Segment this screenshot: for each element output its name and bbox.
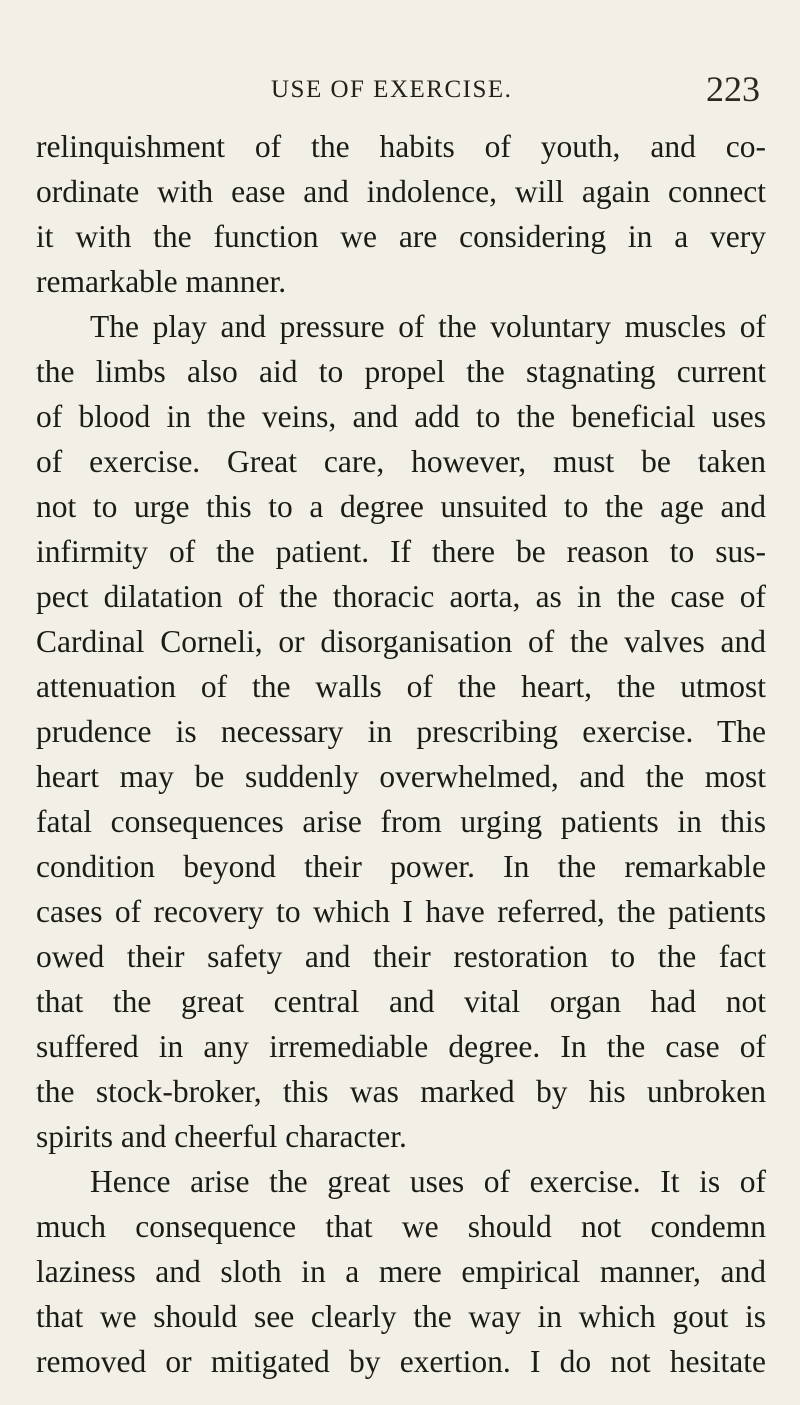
text-line: much consequence that we should not condemn <box>36 1209 766 1244</box>
text-line: not to urge this to a degree unsuited to the age and <box>36 489 766 524</box>
text-line: remarkable manner. <box>36 264 287 299</box>
text-line: attenuation of the walls of the heart, the utmost <box>36 669 766 704</box>
text-line: heart may be suddenly overwhelmed, and the most <box>36 759 766 794</box>
text-line: spirits and cheerful character. <box>36 1119 407 1154</box>
text-line: Hence arise the great uses of exercise. It is of <box>90 1164 766 1199</box>
body-text <box>36 124 766 1384</box>
text-line: that we should see clearly the way in which gout is <box>36 1299 766 1334</box>
text-line: the limbs also aid to propel the stagnating current <box>36 354 766 389</box>
text-line: relinquishment of the habits of youth, and co- <box>36 129 766 164</box>
text-line: of blood in the veins, and add to the beneficial uses <box>36 399 766 434</box>
text-line: of exercise. Great care, however, must be taken <box>36 444 766 479</box>
running-head: USE OF EXERCISE. <box>271 76 513 103</box>
text-line: removed or mitigated by exertion. I do not hesitate <box>36 1344 766 1379</box>
page-header <box>40 69 760 116</box>
text-line: that the great central and vital organ had not <box>36 984 766 1019</box>
text-line: fatal consequences arise from urging patients in this <box>36 804 766 839</box>
text-line: infirmity of the patient. If there be reason to sus- <box>36 534 766 569</box>
text-line: Cardinal Corneli, or disorganisation of the valves and <box>36 624 766 659</box>
text-line: it with the function we are considering in a very <box>36 219 766 254</box>
text-line: pect dilatation of the thoracic aorta, as in the case of <box>36 579 766 614</box>
text-line: cases of recovery to which I have referred, the patients <box>36 894 766 929</box>
text-line: The play and pressure of the voluntary muscles of <box>90 309 766 344</box>
text-line: laziness and sloth in a mere empirical manner, and <box>36 1254 766 1289</box>
text-line: the stock-broker, this was marked by his unbroken <box>36 1074 766 1109</box>
page-number: 223 <box>706 69 760 109</box>
text-line: condition beyond their power. In the remarkable <box>36 849 766 884</box>
text-line: suffered in any irremediable degree. In the case of <box>36 1029 766 1064</box>
text-line: owed their safety and their restoration to the fact <box>36 939 766 974</box>
text-line: prudence is necessary in prescribing exercise. The <box>36 714 766 749</box>
text-line: ordinate with ease and indolence, will again connect <box>36 174 766 209</box>
